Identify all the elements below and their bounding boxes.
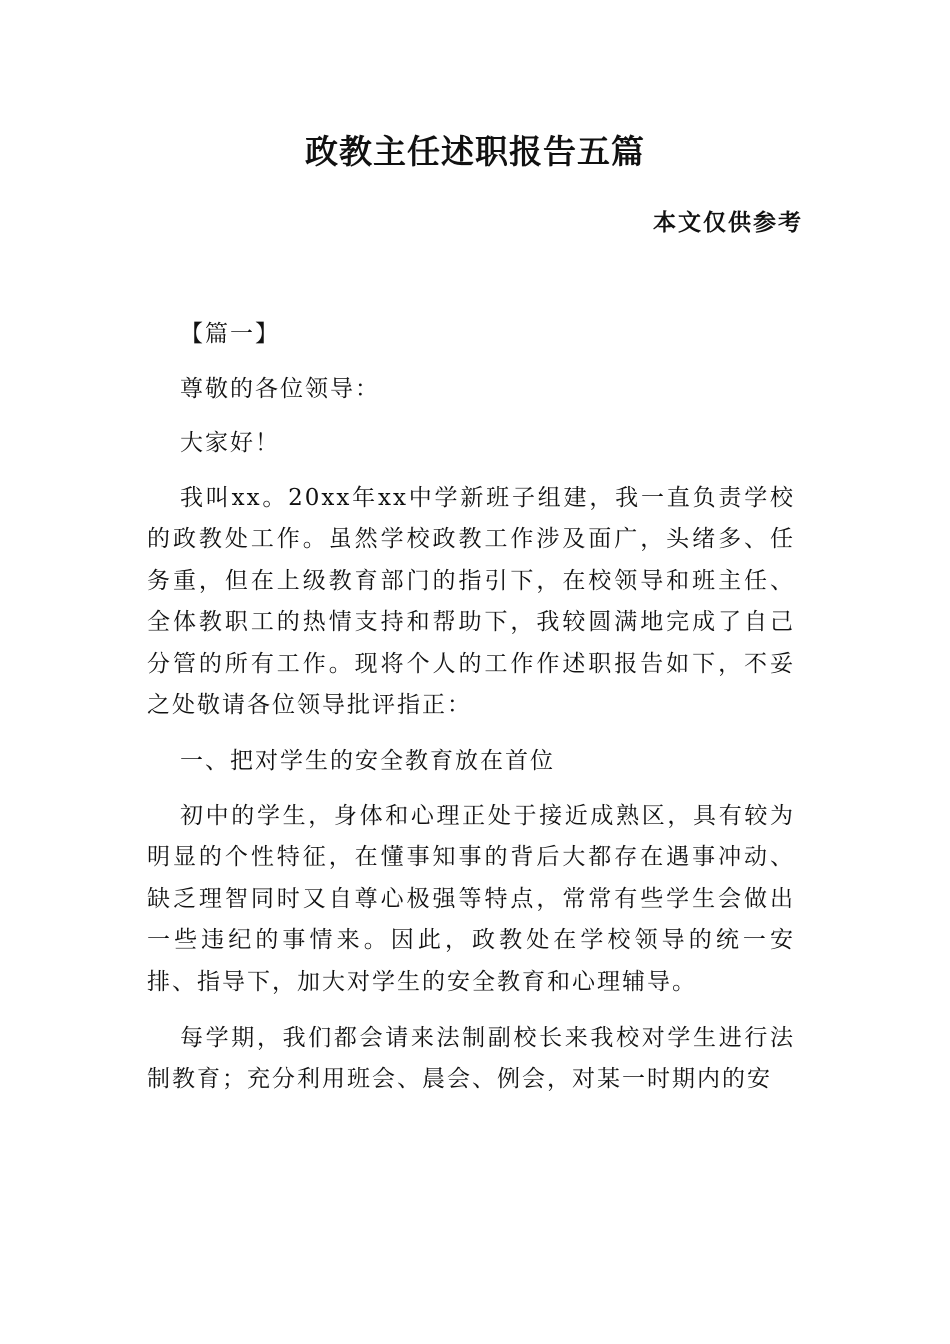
document-body: [147, 314, 795, 1115]
intro-paragraph: 我叫xx。20xx年xx中学新班子组建，我一直负责学校的政教处工作。虽然学校政教工作涉及面广，头绪多、任务重，但在上级教育部门的指引下，在校领导和班主任、全体教职工的热情支持和帮助下，我较圆满地完成了自己分管的所有工作。现将个人的工作作述职报告如下，不妥之处敬请各位领导批评指正：: [147, 484, 795, 718]
body-paragraph: 初中的学生，身体和心理正处于接近成熟区，具有较为明显的个性特征，在懂事知事的背后大都存在遇事冲动、缺乏理智同时又自尊心极强等特点，常常有些学生会做出一些违纪的事情来。因此，政教处在学校领导的统一安排、指导下，加大对学生的安全教育和心理辅导。: [147, 802, 795, 995]
salutation: 尊敬的各位领导：: [180, 375, 380, 402]
section-heading: 【篇一】: [180, 321, 280, 347]
document-title: 政教主任述职报告五篇: [305, 132, 645, 171]
reference-note: 本文仅供参考: [653, 209, 803, 236]
greeting: 大家好！: [180, 430, 280, 456]
body-paragraph: 每学期，我们都会请来法制副校长来我校对学生进行法制教育；充分利用班会、晨会、例会，对某一时期内的安: [147, 1024, 795, 1092]
subheading-safety-education: 一、把对学生的安全教育放在首位: [180, 748, 555, 774]
